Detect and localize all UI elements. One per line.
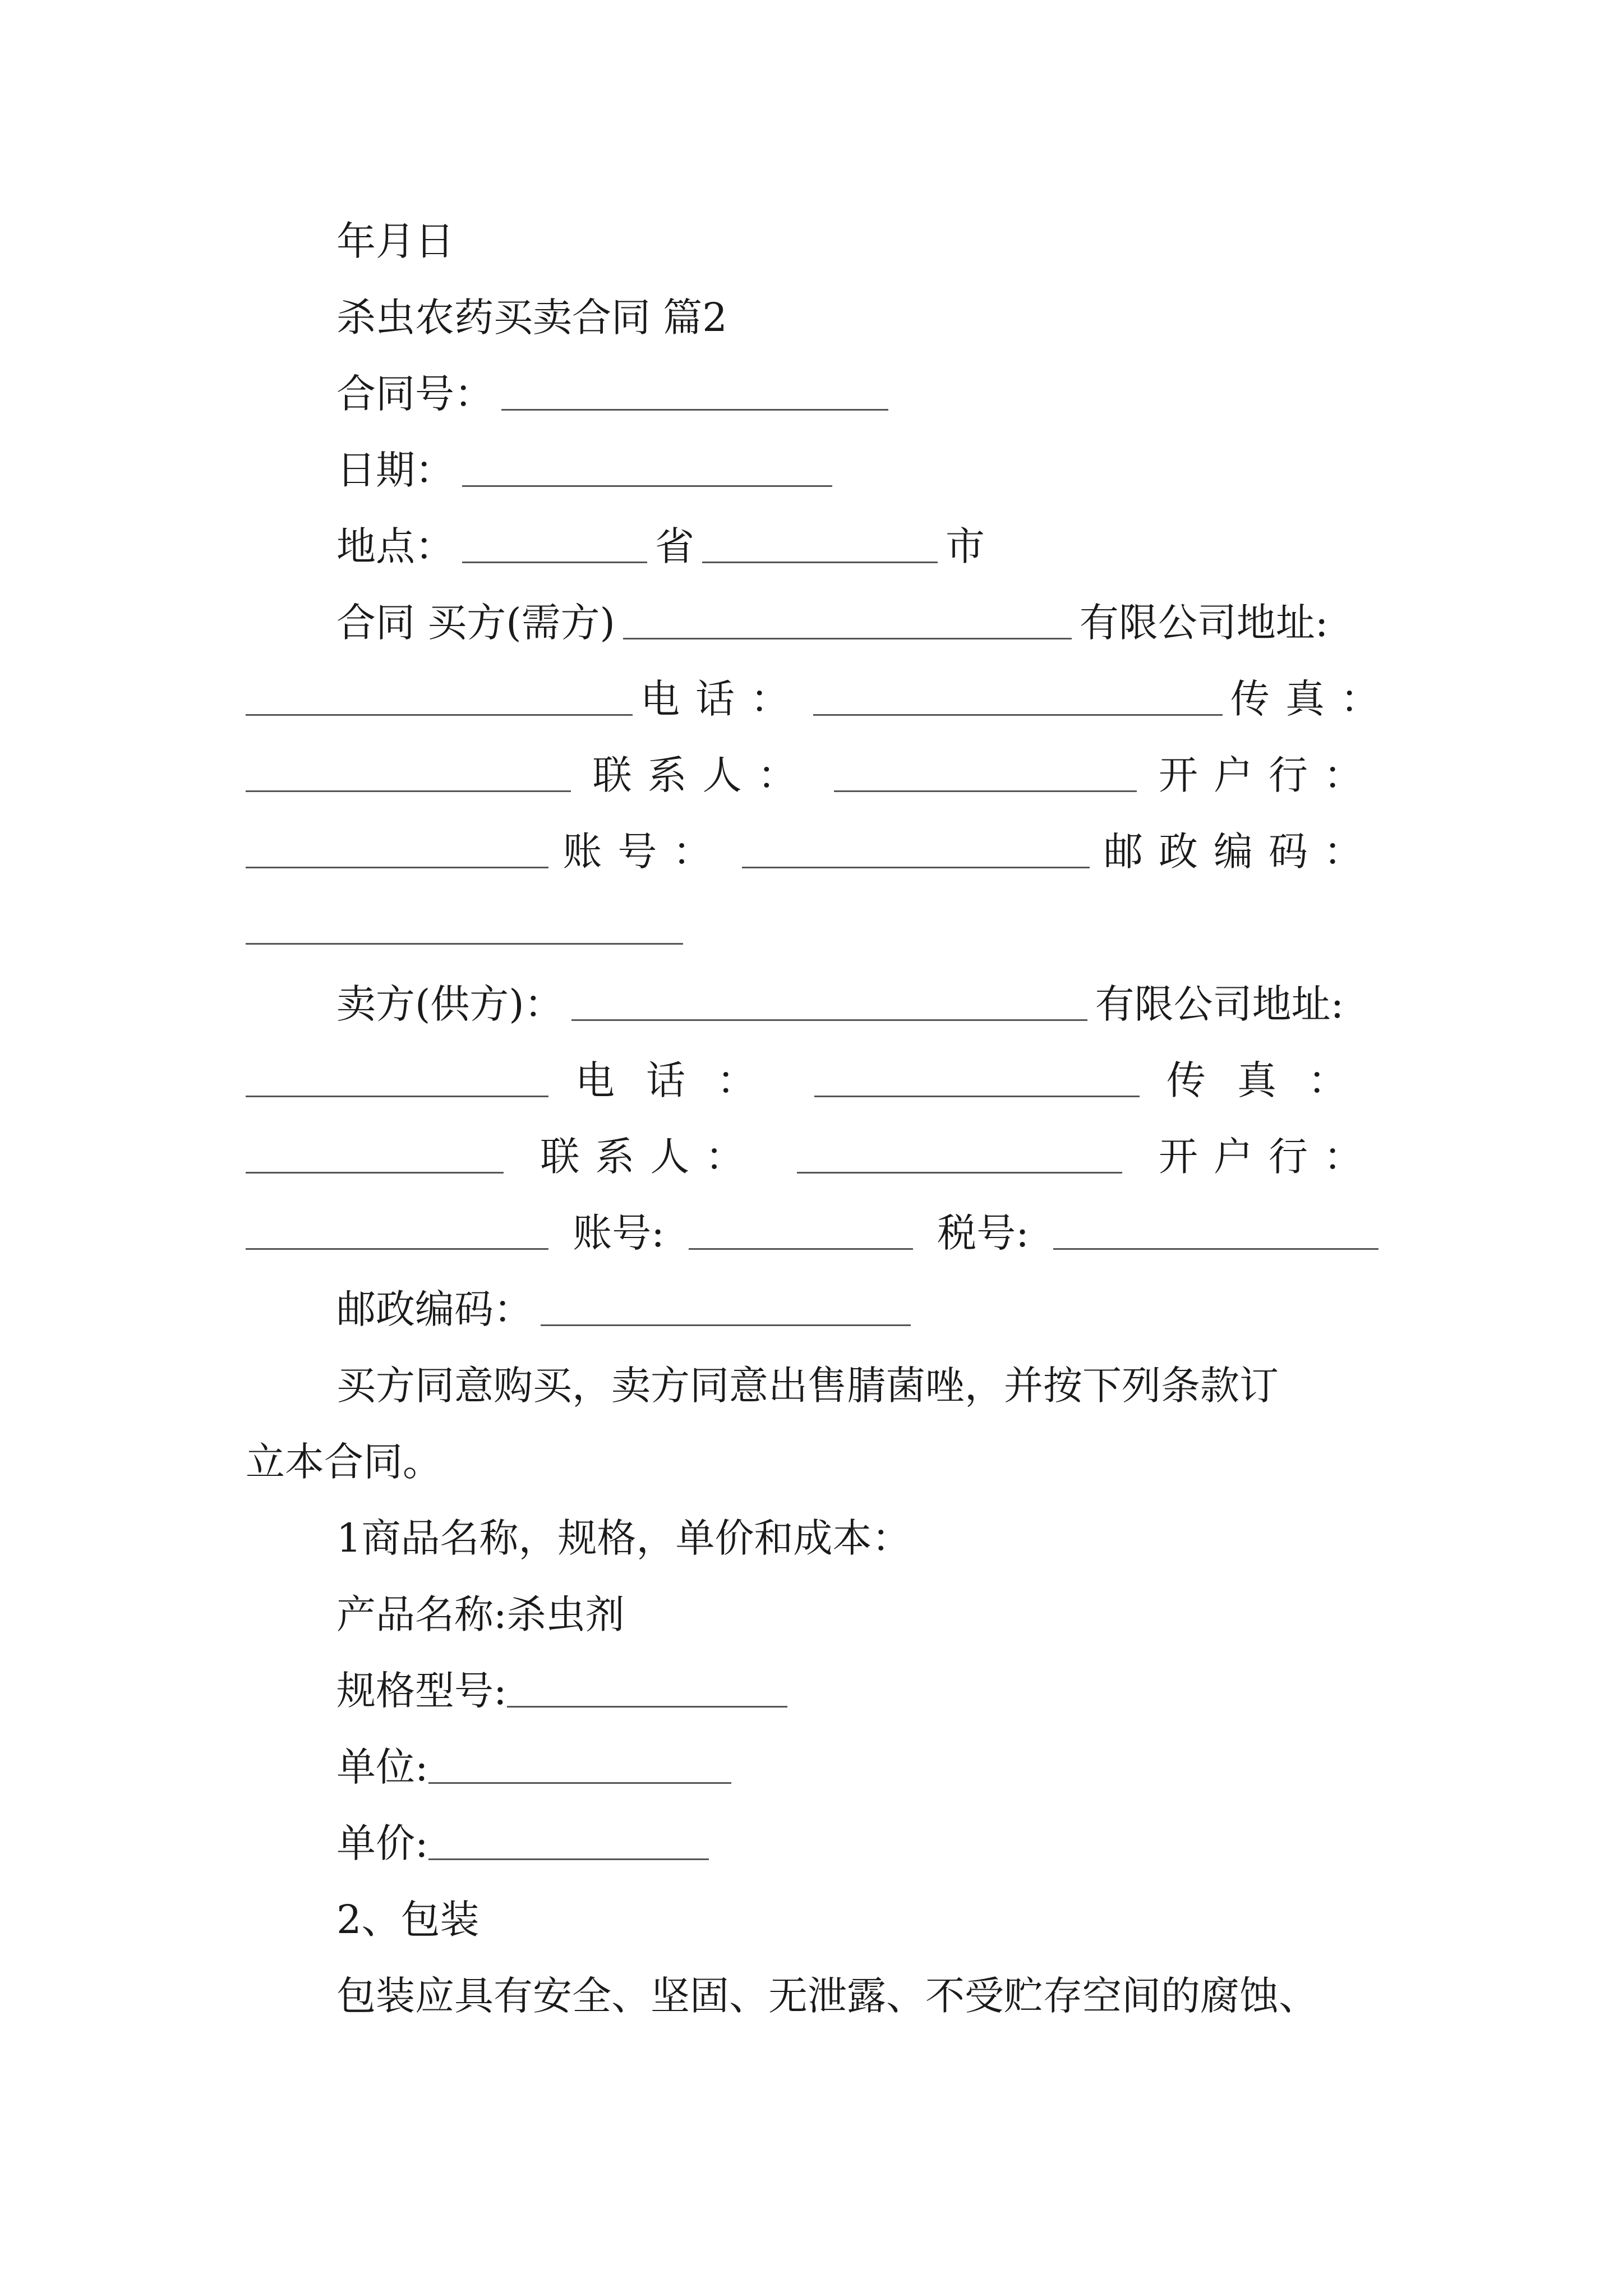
seller-account-blank[interactable]: [689, 1217, 913, 1250]
unit-label: 单位:: [336, 1744, 428, 1790]
contract-no-row: [246, 356, 1378, 432]
buyer-address-blank[interactable]: [246, 683, 633, 716]
seller-postcode-label: 邮政编码：: [336, 1286, 533, 1332]
section-title-text: 杀虫农药买卖合同 篇2: [336, 295, 727, 341]
unit-price-label: 单价:: [336, 1820, 428, 1866]
date-line-text: 年月日: [336, 218, 454, 264]
city-label: 市: [946, 523, 985, 569]
spec-label: 规格型号:: [336, 1668, 507, 1714]
date-row: [246, 432, 1378, 508]
buyer-bank-label: 开户行：: [1158, 752, 1378, 798]
contract-no-blank[interactable]: [501, 378, 888, 411]
agreement-text-1: 买方同意购买，卖方同意出售腈菌唑，并按下列条款订: [336, 1363, 1279, 1409]
buyer-contact-blank[interactable]: [834, 759, 1137, 792]
buyer-name-blank[interactable]: [623, 606, 1072, 639]
seller-contact-blank[interactable]: [797, 1140, 1122, 1174]
buyer-contact-label: 联系人：: [592, 752, 813, 798]
city-blank[interactable]: [702, 530, 938, 563]
buyer-postcode-label: 邮政编码：: [1103, 829, 1378, 875]
seller-intro: 卖方(供方)：: [336, 981, 564, 1027]
seller-phone-label: 电话：: [575, 1057, 787, 1103]
buyer-company-address-label: 有限公司地址:: [1079, 600, 1329, 646]
buyer-intro: 合同 买方(需方): [336, 600, 615, 646]
packaging-text: 包装应具有安全、坚固、无泄露、不受贮存空间的腐蚀、: [336, 1973, 1318, 2019]
buyer-account-label: 账号：: [562, 829, 728, 875]
seller-fax-blank[interactable]: [246, 1140, 504, 1174]
seller-intro-row: [246, 966, 1378, 1042]
item1-title-row: [246, 1500, 1378, 1576]
buyer-account-row: [246, 813, 1378, 890]
item2-title-row: [246, 1881, 1378, 1958]
date-line: [246, 203, 1378, 279]
buyer-fax-blank[interactable]: [246, 759, 571, 792]
unit-blank[interactable]: [428, 1751, 731, 1784]
seller-bank-blank[interactable]: [246, 1217, 548, 1250]
seller-fax-label: 传真：: [1166, 1057, 1378, 1103]
packaging-row: [246, 1958, 1378, 2034]
unit-row: [246, 1729, 1378, 1805]
unit-price-blank[interactable]: [428, 1827, 709, 1860]
buyer-phone-row: [246, 661, 1395, 737]
seller-bank-label: 开户行：: [1158, 1134, 1378, 1180]
buyer-intro-row: [246, 585, 1378, 661]
location-label: 地点：: [336, 523, 454, 569]
buyer-phone-label: 电话：: [640, 676, 805, 722]
buyer-phone-blank[interactable]: [813, 683, 1223, 716]
seller-postcode-row: [246, 1271, 1378, 1347]
agreement-line-1: [246, 1347, 1378, 1424]
unit-price-row: [246, 1805, 1378, 1881]
product-name: 产品名称:杀虫剂: [336, 1591, 625, 1637]
date-label: 日期：: [336, 447, 454, 493]
seller-phone-blank[interactable]: [814, 1064, 1140, 1097]
spec-blank[interactable]: [507, 1674, 787, 1708]
province-label: 省: [655, 523, 694, 569]
spec-row: [246, 1653, 1378, 1729]
buyer-contact-row: [246, 737, 1378, 813]
buyer-fax-label: 传真：: [1230, 676, 1395, 722]
seller-account-row: [246, 1195, 1378, 1271]
buyer-postcode-blank[interactable]: [246, 912, 683, 945]
seller-phone-row: [246, 1042, 1378, 1119]
seller-name-blank[interactable]: [571, 988, 1087, 1021]
seller-tax-label: 税号:: [937, 1210, 1029, 1256]
buyer-account-blank[interactable]: [742, 835, 1090, 868]
item2-title: 2、包装: [336, 1897, 479, 1943]
seller-tax-blank[interactable]: [1053, 1217, 1378, 1250]
seller-postcode-blank[interactable]: [541, 1293, 911, 1326]
item1-title: 1商品名称，规格，单价和成本：: [336, 1515, 911, 1561]
agreement-line-2: [246, 1424, 1378, 1500]
seller-company-address-label: 有限公司地址:: [1095, 981, 1344, 1027]
seller-address-blank[interactable]: [246, 1064, 548, 1097]
date-blank[interactable]: [462, 454, 832, 487]
product-name-row: [246, 1576, 1378, 1653]
contract-no-label: 合同号：: [336, 371, 494, 417]
seller-contact-row: [246, 1119, 1378, 1195]
buyer-bank-blank[interactable]: [246, 835, 548, 868]
seller-contact-label: 联系人：: [540, 1134, 760, 1180]
seller-account-label: 账号:: [573, 1210, 665, 1256]
province-blank[interactable]: [462, 530, 647, 563]
agreement-text-2: 立本合同。: [246, 1439, 442, 1485]
location-row: [246, 508, 1378, 585]
section-title: [246, 279, 1378, 356]
buyer-postcode-row: [246, 890, 1378, 966]
